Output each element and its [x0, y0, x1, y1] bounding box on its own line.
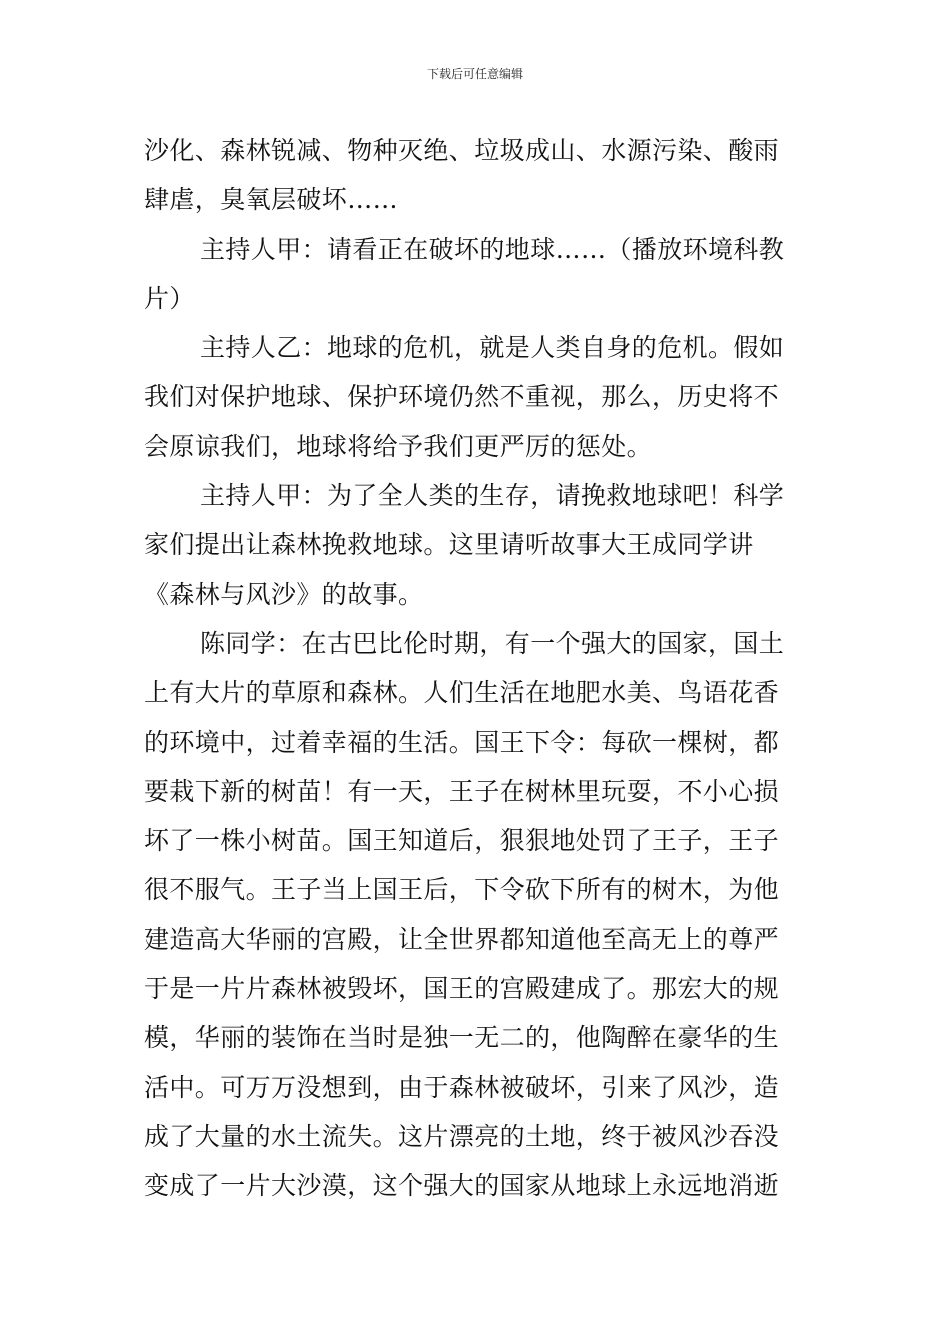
paragraph-start-line: 主持人乙：地球的危机，就是人类自身的危机。假如 [200, 333, 785, 363]
text-line: 沙化、森林锐减、物种灭绝、垃圾成山、水源污染、酸雨 [144, 136, 780, 165]
text-line: 变成了一片大沙漠，这个强大的国家从地球上永远地消逝 [144, 1171, 780, 1201]
text-line: 的环境中，过着幸福的生活。国王下令：每砍一棵树，都 [144, 727, 780, 757]
paragraph-start-line: 陈同学：在古巴比伦时期，有一个强大的国家，国土 [200, 628, 785, 658]
text-line: 片） [144, 283, 195, 313]
text-line: 家们提出让森林挽救地球。这里请听故事大王成同学讲 [144, 530, 754, 560]
text-line: 很不服气。王子当上国王后，下令砍下所有的树木，为他 [144, 875, 780, 905]
text-line: 坏了一株小树苗。国王知道后，狠狠地处罚了王子，王子 [144, 826, 780, 856]
text-line: 建造高大华丽的宫殿，让全世界都知道他至高无上的尊严 [144, 924, 780, 954]
text-line: 会原谅我们，地球将给予我们更严厉的惩处。 [144, 431, 653, 461]
text-line: 我们对保护地球、保护环境仍然不重视，那么，历史将不 [144, 382, 780, 412]
paragraph-start-line: 主持人甲：请看正在破坏的地球……（播放环境科教 [200, 234, 785, 264]
text-line: 活中。可万万没想到，由于森林被破坏，引来了风沙，造 [144, 1072, 780, 1102]
text-line: 模，华丽的装饰在当时是独一无二的，他陶醉在豪华的生 [144, 1023, 780, 1053]
text-line: 肆虐，臭氧层破坏…… [144, 185, 399, 215]
text-line: 要栽下新的树苗！有一天，王子在树林里玩耍，不小心损 [144, 776, 780, 806]
paragraph-start-line: 主持人甲：为了全人类的生存，请挽救地球吧！科学 [200, 481, 785, 511]
text-line: 于是一片片森林被毁坏，国王的宫殿建成了。那宏大的规 [144, 974, 780, 1004]
document-body [144, 126, 810, 1211]
text-line: 上有大片的草原和森林。人们生活在地肥水美、鸟语花香 [144, 678, 780, 708]
page-header: 下载后可任意编辑 [426, 67, 523, 81]
text-line: 成了大量的水土流失。这片漂亮的土地，终于被风沙吞没 [144, 1121, 780, 1151]
text-line: 《森林与风沙》的故事。 [144, 579, 424, 609]
